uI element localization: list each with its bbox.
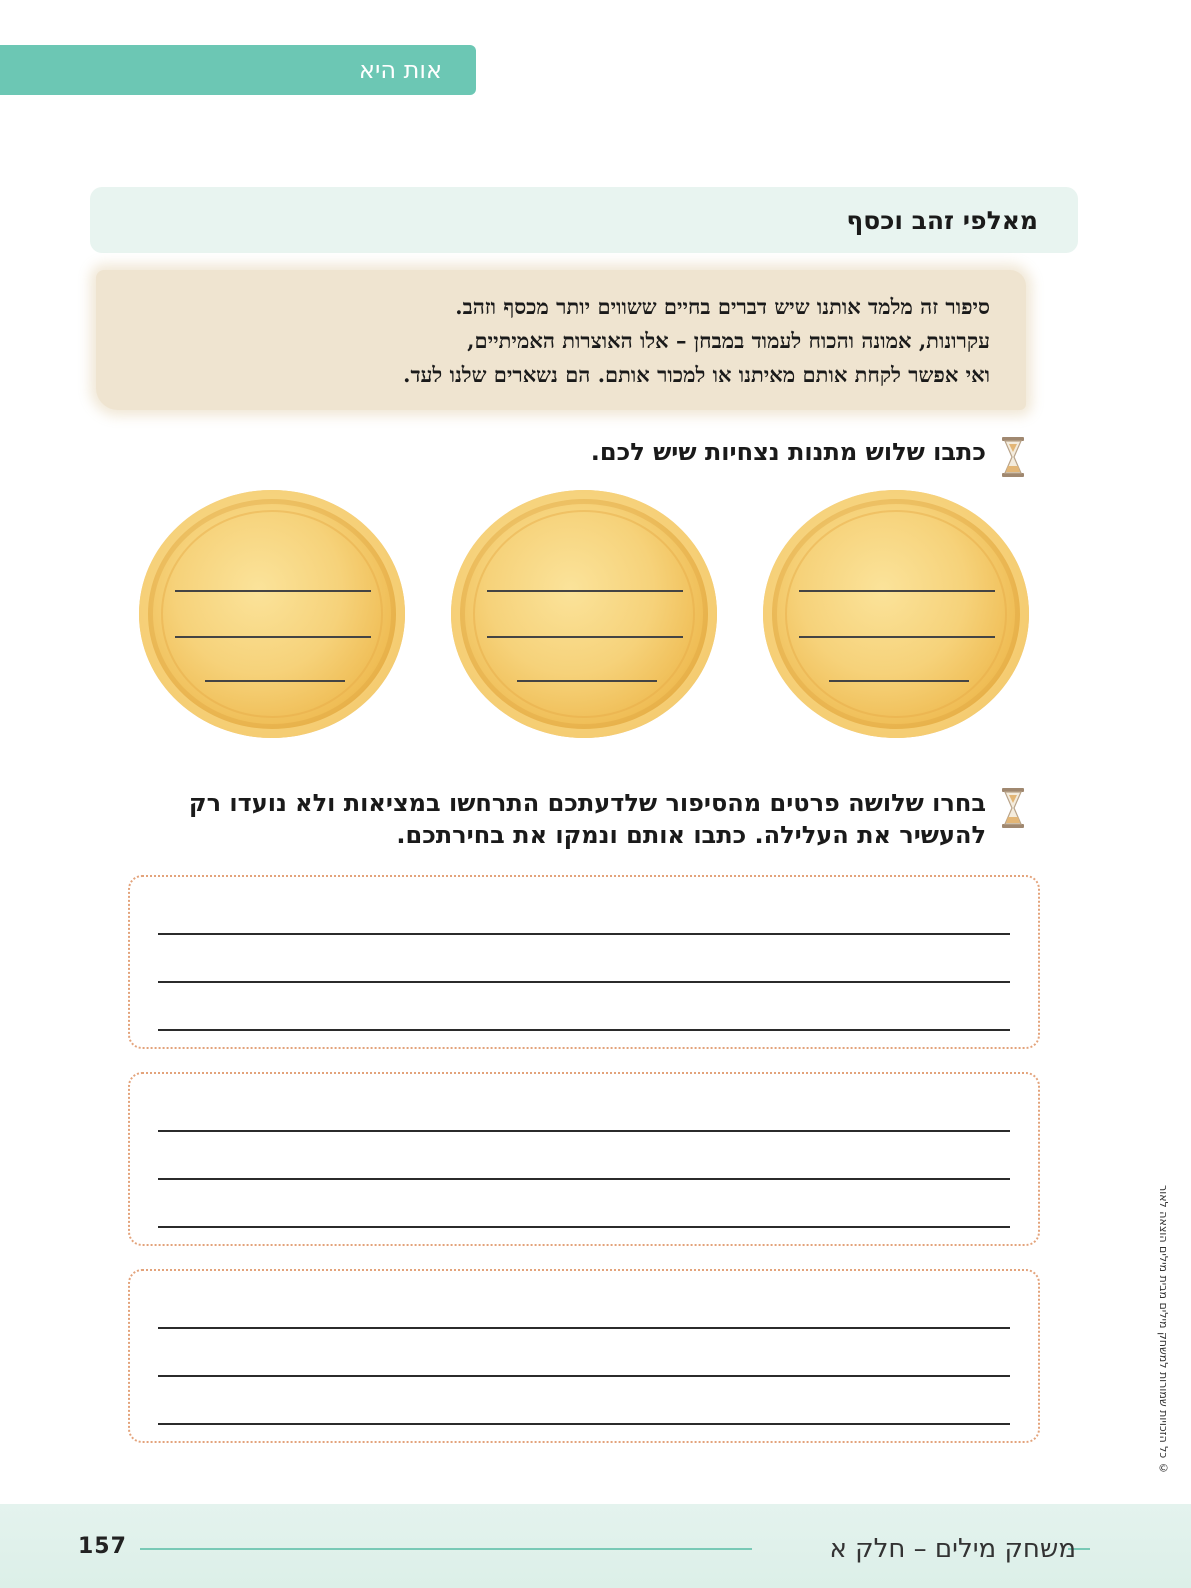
section-title: מאלפי זהב וכסף [846, 205, 1038, 235]
page-number: 157 [78, 1534, 127, 1559]
answer-box-2 [128, 1072, 1040, 1246]
write-line[interactable] [487, 590, 683, 592]
question-1-text: כתבו שלוש מתנות נצחיות שיש לכם. [590, 438, 986, 466]
hourglass-icon [1000, 787, 1026, 829]
coin-rim [785, 510, 1007, 718]
write-line[interactable] [158, 1327, 1010, 1329]
coin-rim [473, 510, 695, 718]
write-line[interactable] [158, 981, 1010, 983]
story-line: סיפור זה מלמד אותנו שיש דברים בחיים ששווים יותר מכסף וזהב. [455, 294, 990, 319]
page-footer [0, 1504, 1191, 1588]
write-line[interactable] [158, 1226, 1010, 1228]
write-line[interactable] [829, 680, 969, 682]
write-line[interactable] [175, 636, 371, 638]
story-line: ואי אפשר לקחת אותם מאיתנו או למכור אותם. הם נשארים שלנו לעד. [403, 362, 990, 387]
coin-answer-3 [139, 490, 405, 738]
write-line[interactable] [799, 636, 995, 638]
write-line[interactable] [205, 680, 345, 682]
question-2-line: להעשיר את העלילה. כתבו אותם ונמקו את בחירתכם. [396, 821, 986, 849]
chapter-label: אות היא [358, 56, 442, 84]
write-line[interactable] [158, 933, 1010, 935]
story-summary-box [96, 270, 1026, 410]
coin-answer-2 [451, 490, 717, 738]
copyright-notice: © כל הזכויות שמורות למשחק מילים מבית מילים הוצאה לאור [1157, 1185, 1170, 1475]
write-line[interactable] [158, 1423, 1010, 1425]
write-line[interactable] [799, 590, 995, 592]
write-line[interactable] [158, 1375, 1010, 1377]
footer-rule [140, 1548, 752, 1550]
write-line[interactable] [517, 680, 657, 682]
question-2-line: בחרו שלושה פרטים מהסיפור שלדעתכם התרחשו במציאות ולא נועדו רק [188, 789, 986, 817]
hourglass-icon [1000, 436, 1026, 478]
answer-box-1 [128, 875, 1040, 1049]
write-line[interactable] [175, 590, 371, 592]
coin-rim [161, 510, 383, 718]
question-1 [166, 436, 1026, 478]
section-title-bar [90, 187, 1078, 253]
book-title: משחק מילים – חלק א [829, 1534, 1076, 1564]
question-2 [146, 787, 1026, 851]
question-2-text [189, 787, 986, 851]
coin-answer-1 [763, 490, 1029, 738]
write-line[interactable] [158, 1178, 1010, 1180]
write-line[interactable] [158, 1130, 1010, 1132]
write-line[interactable] [158, 1029, 1010, 1031]
story-line: עקרונות, אמונה והכוח לעמוד במבחן – אלו האוצרות האמיתיים, [467, 328, 990, 353]
write-line[interactable] [487, 636, 683, 638]
chapter-tab [0, 45, 476, 95]
answer-box-3 [128, 1269, 1040, 1443]
